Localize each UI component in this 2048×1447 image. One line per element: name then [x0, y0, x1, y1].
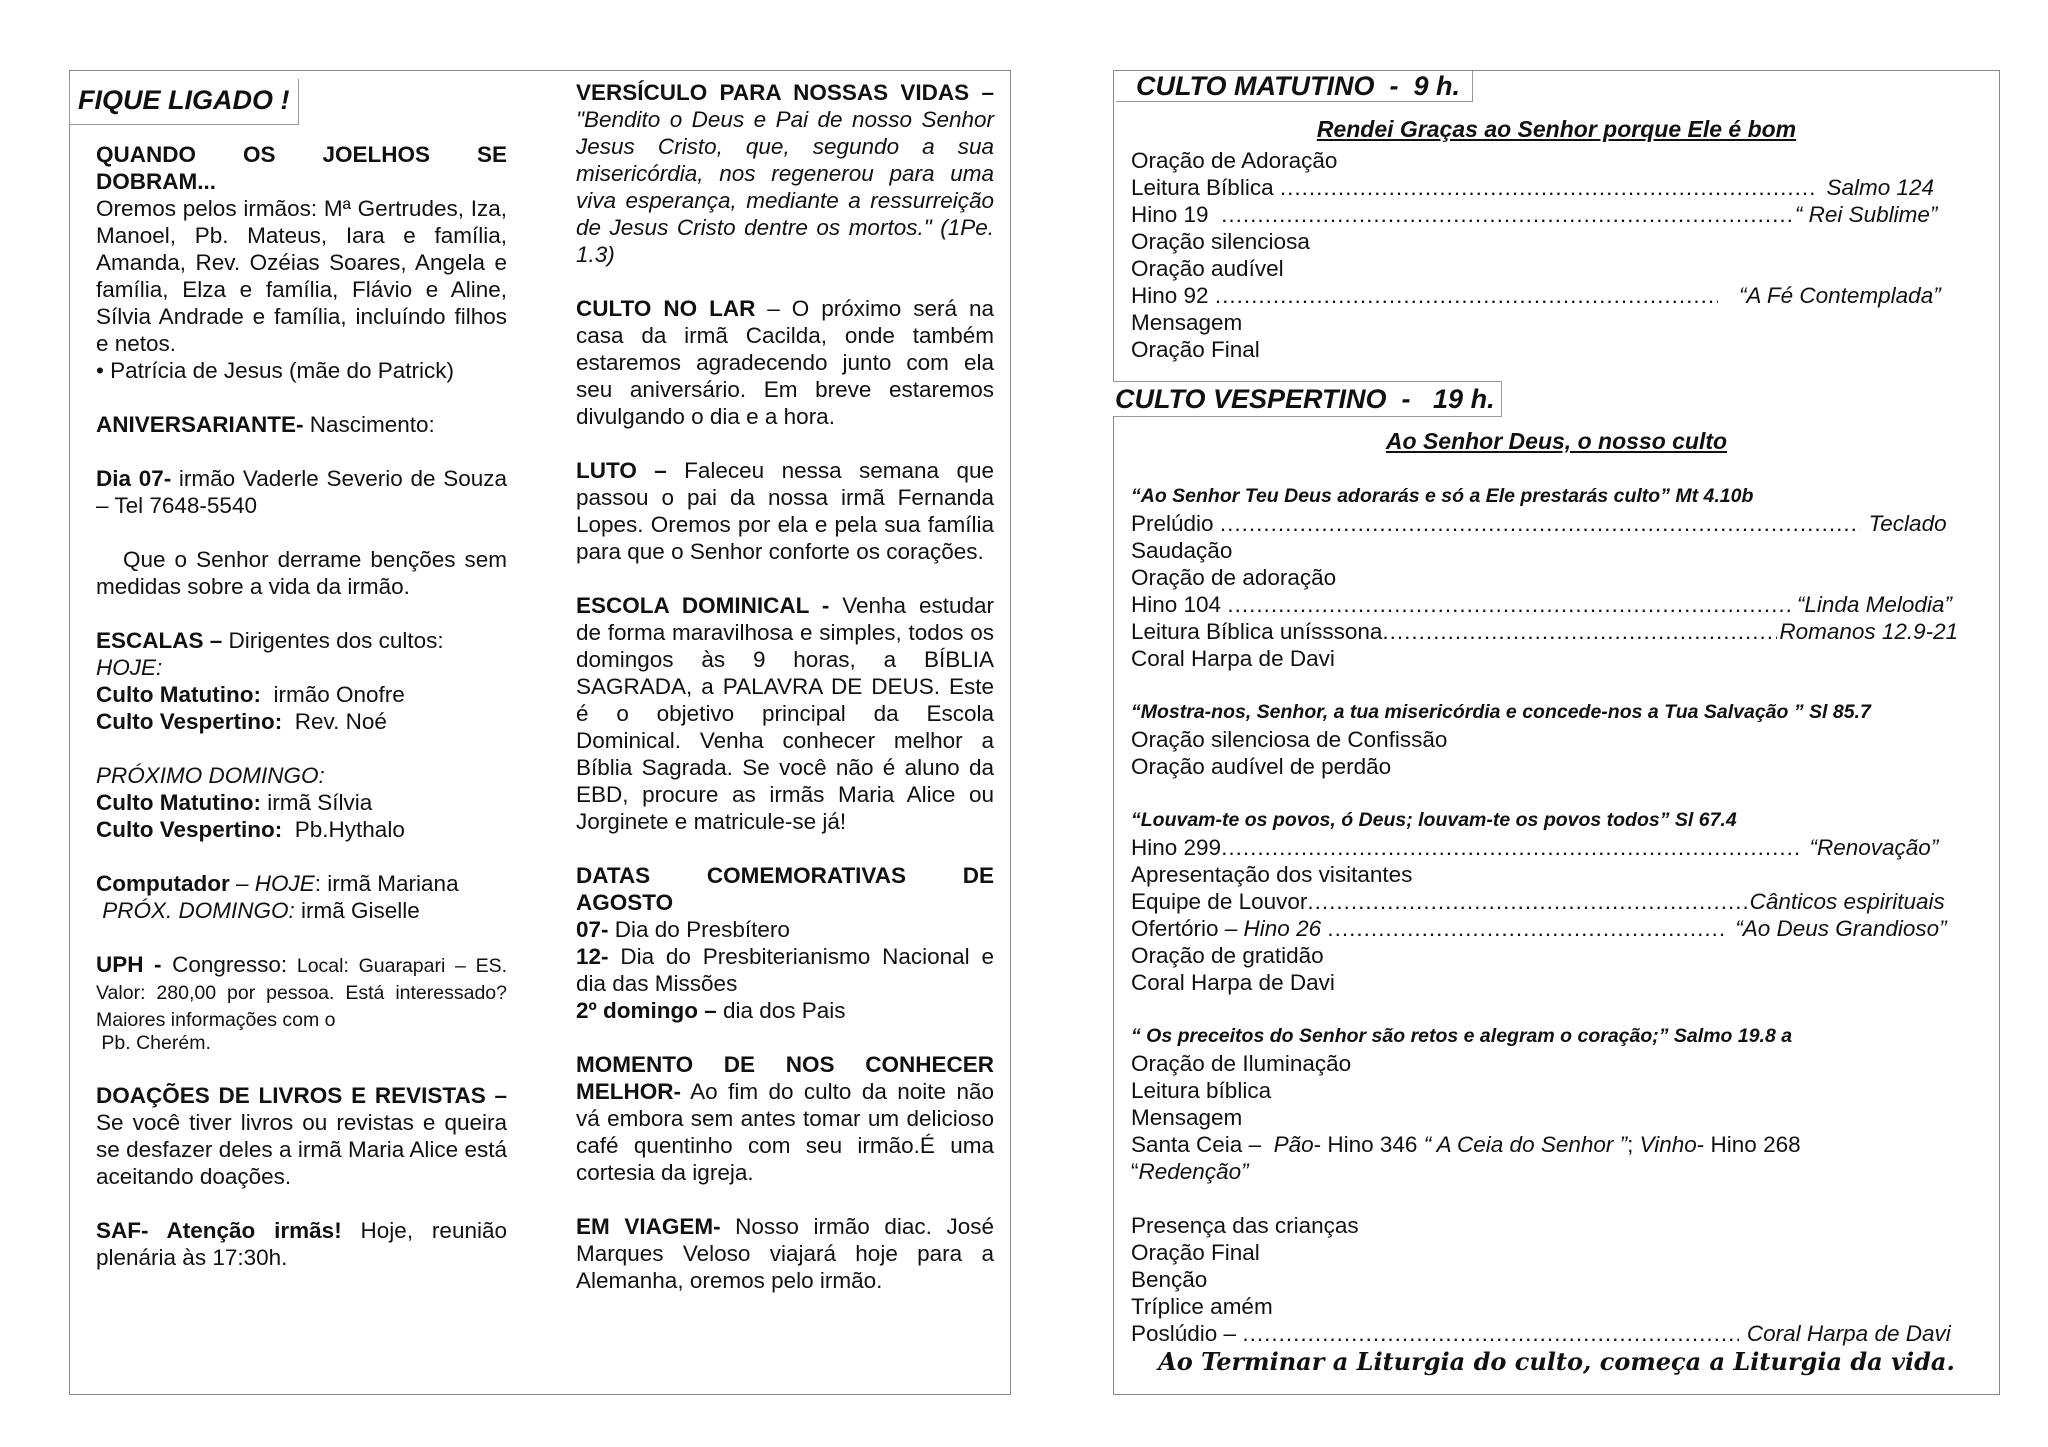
leader-dots: [1280, 174, 1818, 201]
item-value: “Renovação”: [1803, 835, 1939, 860]
escalas-label: ESCALAS –: [96, 628, 223, 653]
item-label: Presença das crianças: [1131, 1213, 1359, 1238]
escalas-line: [96, 627, 507, 654]
vespertino-list: [1131, 483, 1965, 1347]
item-label: Oração de gratidão: [1131, 943, 1324, 968]
item-label: Mensagem: [1131, 310, 1243, 335]
data-3-label: 2º domingo –: [576, 998, 717, 1023]
uph-text-2: Local: Guarapari – ES. Valor: 280,00 por pessoa. Está interessado? Maiores informações com o: [96, 955, 508, 1031]
uph-text-1: Congresso:: [161, 952, 288, 977]
item-label: Apresentação dos visitantes: [1131, 862, 1413, 887]
liturgy-item: [1131, 888, 1965, 915]
leader-dots: [1221, 834, 1801, 861]
luto-label: LUTO –: [576, 458, 667, 483]
doacoes-text: Se você tiver livros ou revistas e queira se desfazer deles a irmã Maria Alice está aceitando doações.: [96, 1110, 507, 1189]
item-label: Hino 104: [1131, 592, 1228, 617]
leader-dots: [1242, 1320, 1738, 1347]
doacoes-block: [96, 1082, 507, 1190]
item-value: Salmo 124: [1820, 175, 1935, 200]
leader-dots: [1215, 282, 1718, 309]
liturgy-item: [1131, 1320, 1965, 1347]
ceia-e: ;: [1627, 1132, 1640, 1157]
item-label: Tríplice amém: [1131, 1294, 1273, 1319]
prox-matutino-label: Culto Matutino:: [96, 790, 261, 815]
santa-ceia-line-2: [1131, 1158, 1965, 1185]
computador-hoje-value: : irmã Mariana: [314, 871, 459, 896]
leader-dots: [1327, 915, 1727, 942]
saf-label: SAF- Atenção irmãs!: [96, 1218, 342, 1243]
left-panel: [69, 70, 1011, 1395]
item-label: Leitura bíblica: [1131, 1078, 1272, 1103]
hoje-matutino: [96, 681, 507, 708]
item-value: Cânticos espirituais: [1749, 889, 1945, 914]
item-value: “ Rei Sublime”: [1794, 202, 1938, 227]
escola-text: Venha estudar de forma maravilhosa e simples, todos os domingos às 9 horas, a BÍBLIA SAGRADA, a PALAVRA DE DEUS. Este é o objetivo principal da Escola Dominical. Venha conhecer melhor a Bíblia Sagrada. Se você não é aluno da EBD, procure as irmãs Maria Alice ou Jorginete e matricule-se já!: [576, 593, 994, 834]
liturgy-item: [1131, 309, 1965, 336]
item-label: Oração silenciosa: [1131, 229, 1310, 254]
liturgy-item: [1131, 282, 1965, 309]
luto-text: Faleceu nessa semana que passou o pai da nossa irmã Fernanda Lopes. Oremos por ela e pela sua família para que o Senhor conforte os corações.: [576, 458, 994, 564]
item-label: Hino 92: [1131, 283, 1215, 308]
ceia-a: Santa Ceia –: [1131, 1132, 1274, 1157]
prox-vespertino-value: Pb.Hythalo: [282, 817, 405, 842]
liturgy-item: [1131, 834, 1965, 861]
datas-title: DATAS COMEMORATIVAS DE AGOSTO: [576, 863, 994, 915]
liturgy-item: [1131, 969, 1965, 996]
dia-07-line: [96, 465, 507, 519]
item-label: Hino 19: [1131, 202, 1222, 227]
culto-vespertino-title: CULTO VESPERTINO - 19 h.: [1113, 381, 1502, 417]
item-label: Hino 299: [1131, 835, 1222, 860]
culto-lar-block: [576, 295, 994, 430]
culto-matutino-title: CULTO MATUTINO - 9 h.: [1116, 71, 1473, 102]
liturgy-item: [1131, 618, 1965, 645]
left-column-2: [576, 79, 994, 1294]
liturgy-item: [1131, 861, 1965, 888]
dia-text: irmão Vaderle Severio de Souza – Tel 7648-5540: [96, 466, 507, 518]
item-label: Leitura Bíblica: [1131, 175, 1280, 200]
momento-label: MOMENTO DE NOS CONHECER MELHOR-: [576, 1052, 994, 1104]
liturgy-item: [1131, 1239, 1965, 1266]
liturgy-item: [1131, 1212, 1965, 1239]
prox-vespertino-label: Culto Vespertino:: [96, 817, 283, 842]
aniversariante-label: ANIVERSARIANTE-: [96, 412, 304, 437]
doacoes-label: DOAÇÕES DE LIVROS E REVISTAS –: [96, 1083, 507, 1108]
item-label: Oração Final: [1131, 337, 1260, 362]
item-value: Teclado: [1862, 511, 1947, 536]
item-label: Saudação: [1131, 538, 1233, 563]
prox-matutino-value: irmã Sílvia: [260, 790, 373, 815]
escalas-text: Dirigentes dos cultos:: [222, 628, 444, 653]
proximo-domingo-label: PRÓXIMO DOMINGO:: [96, 763, 325, 788]
hoje-matutino-value: irmão Onofre: [260, 682, 405, 707]
computador-prox: PRÓX. DOMINGO:: [96, 898, 295, 923]
aniversariante-text: Nascimento:: [303, 412, 435, 437]
hoje-matutino-label: Culto Matutino:: [96, 682, 261, 707]
ceia-redencao: Redenção”: [1138, 1159, 1249, 1184]
viagem-label: EM VIAGEM-: [576, 1214, 721, 1239]
item-value: “Linda Melodia”: [1796, 592, 1952, 617]
liturgy-item: [1131, 1266, 1965, 1293]
vespertino-heading: Ao Senhor Deus, o nosso culto: [1385, 428, 1728, 454]
liturgy-item: [1131, 591, 1965, 618]
footer-quote: Ao Terminar a Liturgia do culto, começa a Liturgia da vida.: [1158, 1347, 1955, 1376]
liturgy-item: [1131, 1077, 1965, 1104]
fique-ligado-title: FIQUE LIGADO !: [69, 79, 299, 125]
matutino-heading: Rendei Graças ao Senhor porque Ele é bom: [1316, 116, 1797, 142]
liturgy-item: [1131, 726, 1965, 753]
liturgy-item: [1131, 537, 1965, 564]
leader-dots: [1382, 618, 1777, 645]
versiculo-label: VERSÍCULO PARA NOSSAS VIDAS –: [576, 80, 994, 105]
item-label: Oração de Iluminação: [1131, 1051, 1352, 1076]
computador-label: Computador: [96, 871, 230, 896]
liturgy-item: [1131, 201, 1965, 228]
computador-hoje: HOJE: [254, 871, 315, 896]
liturgy-item: [1131, 1104, 1965, 1131]
right-panel: [1113, 70, 2000, 1395]
leader-dots: [1227, 591, 1795, 618]
ceia-c: - Hino 346: [1313, 1132, 1424, 1157]
ceia-hino-name: “ A Ceia do Senhor ”: [1423, 1132, 1628, 1157]
item-label: Oração audível: [1131, 256, 1284, 281]
saf-text: Hoje, reunião plenária às 17:30h.: [96, 1218, 507, 1270]
liturgy-item: [1131, 1050, 1965, 1077]
santa-ceia-line: [1131, 1131, 1965, 1158]
liturgy-item: [1131, 942, 1965, 969]
item-label: Leitura Bíblica unísssona: [1131, 619, 1383, 644]
liturgy-item: [1131, 1293, 1965, 1320]
liturgy-item: [1131, 174, 1965, 201]
hoje-vespertino-value: Rev. Noé: [282, 709, 387, 734]
data-2: [576, 943, 994, 997]
verse-1: “Ao Senhor Teu Deus adorarás e só a Ele prestarás culto” Mt 4.10b: [1131, 485, 1754, 507]
uph-block: [96, 951, 507, 1032]
data-3-text: dia dos Pais: [716, 998, 846, 1023]
item-label: Poslúdio –: [1131, 1321, 1243, 1346]
joelhos-title: QUANDO OS JOELHOS SE DOBRAM...: [96, 142, 507, 194]
uph-label: UPH -: [96, 952, 162, 977]
verse-3: “Louvam-te os povos, ó Deus; louvam-te os povos todos” Sl 67.4: [1131, 809, 1737, 831]
versiculo-block: [576, 79, 994, 268]
momento-text: Ao fim do culto da noite não vá embora sem antes tomar um delicioso café quentinho com seu irmão.É uma cortesia da igreja.: [576, 1079, 994, 1185]
item-label: Oração audível de perdão: [1131, 754, 1392, 779]
ceia-h: “: [1131, 1159, 1139, 1184]
culto-lar-text: – O próximo será na casa da irmã Cacilda, onde também estaremos agradecendo junto com ela seu aniversário. Em breve estaremos divulgando o dia e a hora.: [576, 296, 995, 429]
item-label: Oração de Adoração: [1131, 148, 1338, 173]
data-2-label: 12-: [576, 944, 609, 969]
hoje-vespertino: [96, 708, 507, 735]
item-value: “A Fé Contemplada”: [1720, 283, 1941, 308]
ceia-g: - Hino 268: [1696, 1132, 1801, 1157]
computador-line: [96, 870, 507, 897]
ceia-pao: Pão: [1273, 1132, 1314, 1157]
hoje-vespertino-label: Culto Vespertino:: [96, 709, 283, 734]
liturgy-item: [1131, 228, 1965, 255]
liturgy-item: [1131, 336, 1965, 363]
data-3: [576, 997, 994, 1024]
luto-block: [576, 457, 994, 565]
leader-dots: [1221, 201, 1793, 228]
data-1-text: Dia do Presbítero: [608, 917, 790, 942]
item-label: Benção: [1131, 1267, 1208, 1292]
item-label: Coral Harpa de Davi: [1131, 970, 1335, 995]
versiculo-text: "Bendito o Deus e Pai de nosso Senhor Jesus Cristo, que, segundo a sua misericórdia, nos regenerou para uma viva esperança, mediante a ressurreição de Jesus Cristo dentre os mortos." (1Pe. 1.3): [576, 107, 994, 267]
item-value: Romanos 12.9-21: [1779, 619, 1959, 644]
leader-dots: [1307, 888, 1747, 915]
liturgy-item: [1131, 753, 1965, 780]
hoje-label: HOJE:: [96, 655, 163, 680]
culto-lar-label: CULTO NO LAR: [576, 296, 756, 321]
prox-vespertino: [96, 816, 507, 843]
liturgy-item: [1131, 147, 1965, 174]
escola-label: ESCOLA DOMINICAL -: [576, 593, 830, 618]
item-value: Coral Harpa de Davi: [1740, 1321, 1951, 1346]
joelhos-bullet: • Patrícia de Jesus (mãe do Patrick): [96, 358, 455, 383]
left-column-1: [96, 141, 514, 1271]
item-value: “Ao Deus Grandioso”: [1729, 916, 1947, 941]
ceia-vinho: Vinho: [1639, 1132, 1697, 1157]
viagem-block: [576, 1213, 994, 1294]
uph-text-3: Pb. Cherém.: [96, 1032, 211, 1054]
item-label-italic: Hino 26: [1243, 916, 1328, 941]
leader-dots: [1220, 510, 1861, 537]
verse-2: “Mostra-nos, Senhor, a tua misericórdia e concede-nos a Tua Salvação ” Sl 85.7: [1131, 701, 1871, 723]
liturgy-item: [1131, 510, 1965, 537]
item-label: Prelúdio: [1131, 511, 1220, 536]
item-label: Oração Final: [1131, 1240, 1260, 1265]
item-label: Equipe de Louvor: [1131, 889, 1308, 914]
computador-dash: –: [229, 871, 255, 896]
liturgy-item: [1131, 255, 1965, 282]
item-label: Oração de adoração: [1131, 565, 1337, 590]
viagem-text: Nosso irmão diac. José Marques Veloso viajará hoje para a Alemanha, oremos pelo irmão.: [576, 1214, 994, 1293]
aniversariante-line: [96, 411, 507, 438]
matutino-list: [1131, 147, 1965, 363]
dia-label: Dia 07-: [96, 466, 172, 491]
escola-block: [576, 592, 994, 835]
momento-block: [576, 1051, 994, 1186]
liturgy-item: [1131, 645, 1965, 672]
liturgy-item: [1131, 915, 1965, 942]
item-label: Ofertório –: [1131, 916, 1244, 941]
prox-matutino: [96, 789, 507, 816]
data-1: [576, 916, 994, 943]
verse-4: “ Os preceitos do Senhor são retos e alegram o coração;” Salmo 19.8 a: [1131, 1025, 1793, 1047]
liturgy-item: [1131, 564, 1965, 591]
joelhos-text: Oremos pelos irmãos: Mª Gertrudes, Iza, Manoel, Pb. Mateus, Iara e família, Amanda, Rev. Ozéias Soares, Angela e família, Elza e família, Flávio e Aline, Sílvia Andrade e família, incluíndo filhos e netos.: [96, 196, 507, 356]
computador-prox-value: irmã Giselle: [294, 898, 420, 923]
saf-block: [96, 1217, 507, 1271]
data-2-text: Dia do Presbiterianismo Nacional e dia das Missões: [576, 944, 994, 996]
computador-prox-line: [96, 897, 507, 924]
item-label: Mensagem: [1131, 1105, 1243, 1130]
bencao-text: Que o Senhor derrame benções sem medidas sobre a vida da irmão.: [96, 547, 514, 599]
item-label: Coral Harpa de Davi: [1131, 646, 1335, 671]
data-1-label: 07-: [576, 917, 609, 942]
item-label: Oração silenciosa de Confissão: [1131, 727, 1448, 752]
